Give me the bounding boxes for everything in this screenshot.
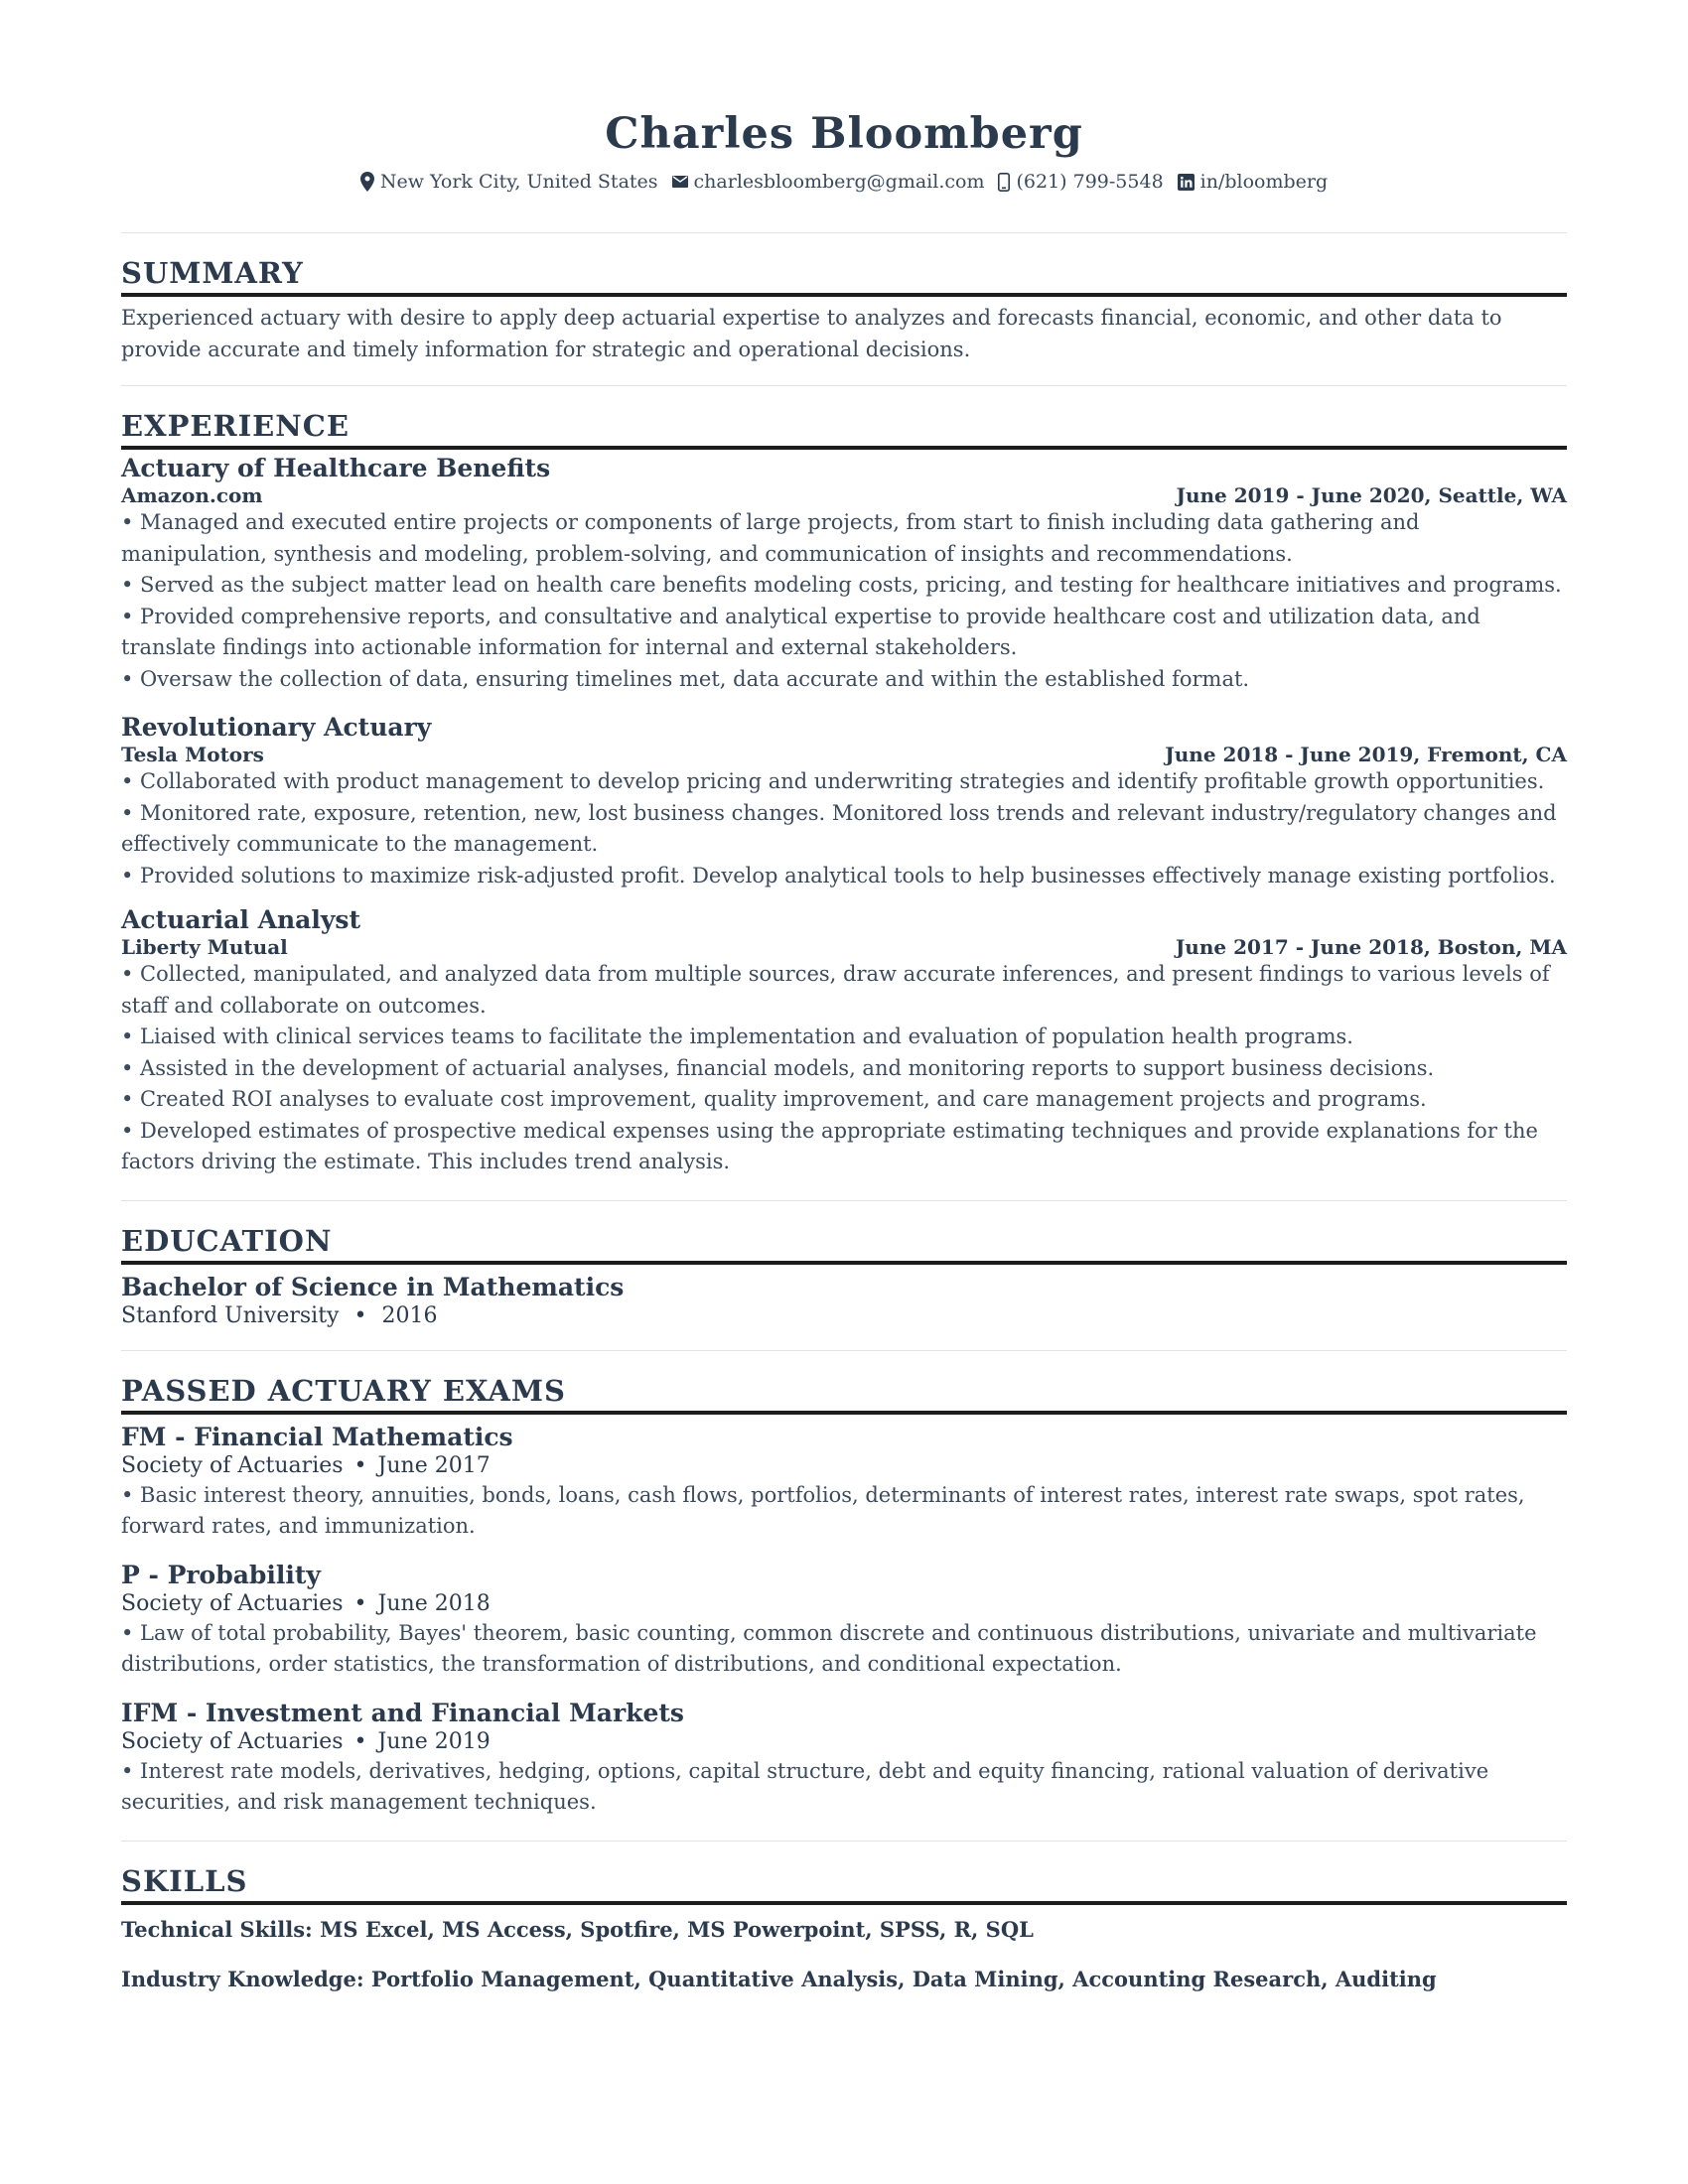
job-bullet: • Provided comprehensive reports, and consultative and analytical expertise to provide healthcare cost and utilization data, and translate findings into actionable information for internal and external stakeholders.: [121, 604, 1480, 659]
separator-dot: •: [353, 1728, 367, 1754]
exam-description: • Interest rate models, derivatives, hedging, options, capital structure, debt and equity financing, rational valuation of derivative securities, and risk management techniques.: [121, 1758, 1489, 1814]
envelope-icon: [672, 176, 688, 188]
exam-date: June 2019: [377, 1728, 491, 1754]
job-bullet: • Liaised with clinical services teams to facilitate the implementation and evaluation of population health programs.: [121, 1024, 1353, 1048]
education-heading: EDUCATION: [121, 1223, 333, 1258]
candidate-name: Charles Bloomberg: [605, 109, 1083, 159]
job-title: Revolutionary Actuary: [121, 713, 432, 742]
section-rule: [121, 293, 1567, 297]
job-bullet: • Developed estimates of prospective medical expenses using the appropriate estimating techniques and provide explanations for the factors driving the estimate. This includes trend analysis.: [121, 1118, 1538, 1173]
phone-text[interactable]: (621) 799-5548: [1016, 171, 1164, 193]
job-dates-location: June 2019 - June 2020, Seattle, WA: [1176, 483, 1567, 507]
section-rule: [121, 1901, 1567, 1905]
divider: [121, 232, 1567, 233]
job-title: Actuary of Healthcare Benefits: [121, 454, 551, 482]
summary-heading: SUMMARY: [121, 256, 304, 290]
linkedin-text[interactable]: in/bloomberg: [1199, 171, 1329, 193]
divider: [121, 1841, 1567, 1842]
job-bullet: • Monitored rate, exposure, retention, new, lost business changes. Monitored loss trends and relevant industry/regulatory changes and effectively communicate to the management.: [121, 800, 1557, 856]
exam-description: • Basic interest theory, annuities, bonds, loans, cash flows, portfolios, determinants of interest rates, interest rate swaps, spot rates, forward rates, and immunization.: [121, 1482, 1525, 1538]
job-bullet: • Managed and executed entire projects or components of large projects, from start to finish including data gathering and manipulation, synthesis and modeling, problem-solving, and communication of insights and recommendations.: [121, 510, 1420, 566]
contact-bar: [121, 171, 1567, 193]
exams-heading: PASSED ACTUARY EXAMS: [121, 1373, 566, 1408]
section-rule: [121, 1411, 1567, 1415]
exam-details: [121, 1590, 1567, 1618]
exam-description: • Law of total probability, Bayes' theorem, basic counting, common discrete and continuous distributions, univariate and multivariate distributions, order statistics, the transformation of distributions, and conditional expectation.: [121, 1620, 1537, 1676]
exam-details: [121, 1728, 1567, 1756]
location-text: New York City, United States: [379, 171, 658, 193]
job-dates-location: June 2017 - June 2018, Boston, MA: [1175, 935, 1567, 959]
job-bullet: • Oversaw the collection of data, ensuring timelines met, data accurate and within the established format.: [121, 666, 1250, 691]
experience-section: [121, 406, 1567, 1178]
degree-title: Bachelor of Science in Mathematics: [121, 1272, 625, 1301]
job-bullet: • Provided solutions to maximize risk-adjusted profit. Develop analytical tools to help businesses effectively manage existing portfolios.: [121, 863, 1556, 887]
exam-name: P - Probability: [121, 1560, 321, 1589]
education-section: [121, 1221, 1567, 1330]
job-meta: [121, 935, 1567, 959]
job-entry: [121, 905, 1567, 1178]
school-name: Stanford University: [121, 1302, 340, 1328]
divider: [121, 385, 1567, 386]
exam-org: Society of Actuaries: [121, 1590, 344, 1616]
job-bullet: • Created ROI analyses to evaluate cost improvement, quality improvement, and care management projects and programs.: [121, 1087, 1427, 1111]
job-bullet: • Assisted in the development of actuarial analyses, financial models, and monitoring reports to support business decisions.: [121, 1055, 1435, 1080]
location-pin-icon: [360, 172, 374, 192]
contact-location: [360, 171, 658, 193]
job-meta: [121, 483, 1567, 507]
separator-dot: •: [353, 1590, 367, 1616]
education-details: [121, 1302, 1567, 1330]
experience-heading: EXPERIENCE: [121, 409, 350, 443]
job-entry: [121, 454, 1567, 695]
exams-section: [121, 1371, 1567, 1819]
job-title: Actuarial Analyst: [121, 905, 361, 934]
header: [121, 99, 1567, 193]
divider: [121, 1200, 1567, 1201]
job-bullet: • Collected, manipulated, and analyzed data from multiple sources, draw accurate inferences, and present findings to various levels of staff and collaborate on outcomes.: [121, 962, 1550, 1018]
exam-org: Society of Actuaries: [121, 1728, 344, 1754]
exam-details: [121, 1452, 1567, 1480]
exam-entry: [121, 1561, 1567, 1681]
exam-date: June 2018: [377, 1590, 491, 1616]
job-dates-location: June 2018 - June 2019, Fremont, CA: [1165, 743, 1567, 766]
job-bullet: • Collaborated with product management to develop pricing and underwriting strategies and identify profitable growth opportunities.: [121, 769, 1545, 793]
separator-dot: •: [353, 1452, 367, 1478]
skills-section: [121, 1861, 1567, 1994]
contact-linkedin[interactable]: [1178, 171, 1329, 193]
technical-skills: Technical Skills: MS Excel, MS Access, Spotfire, MS Powerpoint, SPSS, R, SQL: [121, 1916, 1034, 1942]
exam-date: June 2017: [377, 1452, 491, 1478]
graduation-year: 2016: [381, 1302, 438, 1328]
linkedin-icon: [1178, 174, 1195, 191]
company-name: Tesla Motors: [121, 743, 264, 766]
summary-text: Experienced actuary with desire to apply deep actuarial expertise to analyzes and forecasts financial, economic, and other data to provide accurate and timely information for strategic and operational decisions.: [121, 306, 1502, 361]
separator-dot: •: [353, 1302, 367, 1328]
job-entry: [121, 713, 1567, 891]
contact-phone[interactable]: [998, 171, 1163, 193]
job-meta: [121, 743, 1567, 766]
company-name: Liberty Mutual: [121, 935, 288, 959]
summary-section: [121, 253, 1567, 365]
mobile-phone-icon: [998, 173, 1010, 192]
divider: [121, 1350, 1567, 1351]
industry-knowledge: Industry Knowledge: Portfolio Management, Quantitative Analysis, Data Mining, Accounting Research, Auditing: [121, 1966, 1437, 1991]
exam-entry: [121, 1423, 1567, 1543]
section-rule: [121, 446, 1567, 450]
exam-name: IFM - Investment and Financial Markets: [121, 1698, 684, 1727]
exam-name: FM - Financial Mathematics: [121, 1422, 513, 1451]
skills-heading: SKILLS: [121, 1863, 248, 1898]
email-text[interactable]: charlesbloomberg@gmail.com: [693, 171, 985, 193]
section-rule: [121, 1261, 1567, 1265]
exam-entry: [121, 1699, 1567, 1819]
exam-org: Society of Actuaries: [121, 1452, 344, 1478]
company-name: Amazon.com: [121, 483, 263, 507]
job-bullet: • Served as the subject matter lead on health care benefits modeling costs, pricing, and testing for healthcare initiatives and programs.: [121, 573, 1562, 597]
contact-email[interactable]: [672, 171, 985, 193]
